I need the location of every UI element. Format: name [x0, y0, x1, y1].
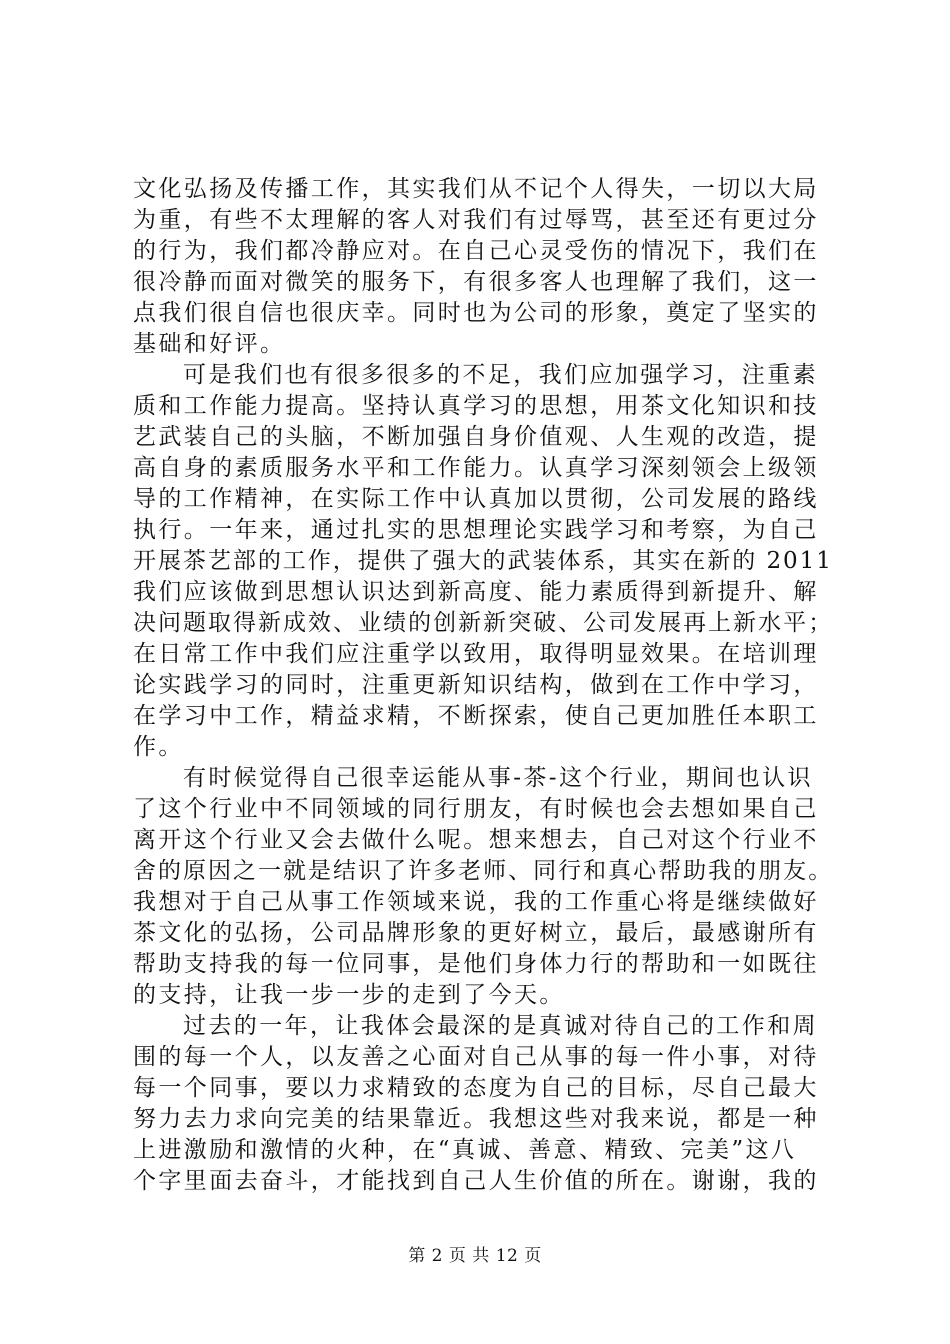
text-line: 的支持，让我一步一步的走到了今天。	[133, 982, 565, 1008]
text-line: 决问题取得新成效、业绩的创新新突破、公司发展再上新水平；	[133, 610, 834, 636]
text-line: 导的工作精神，在实际工作中认真加以贯彻，公司发展的路线	[133, 486, 819, 512]
text-line: 上进激励和激情的火种，在“真诚、善意、精致、完美”这八	[133, 1137, 797, 1163]
text-line: 点我们很自信也很庆幸。同时也为公司的形象，奠定了坚实的	[133, 300, 819, 326]
text-line: 文化弘扬及传播工作，其实我们从不记个人得失，一切以大局	[133, 176, 819, 202]
text-line: 我们应该做到思想认识达到新高度、能力素质得到新提升、解	[133, 579, 819, 605]
text-line: 的行为，我们都冷静应对。在自己心灵受伤的情况下，我们在	[133, 238, 819, 264]
text-line: 了这个行业中不同领域的同行朋友，有时候也会去想如果自己	[133, 796, 819, 822]
page-number: 第 2 页 共 12 页	[408, 1246, 542, 1266]
text-line: 在学习中工作，精益求精，不断探索，使自己更加胜任本职工	[133, 703, 819, 729]
text-line: 论实践学习的同时，注重更新知识结构，做到在工作中学习，	[133, 672, 819, 698]
document-body	[133, 174, 833, 1197]
text-line: 茶文化的弘扬，公司品牌形象的更好树立，最后，最感谢所有	[133, 920, 819, 946]
text-line: 努力去力求向完美的结果靠近。我想这些对我来说，都是一种	[133, 1106, 819, 1132]
text-line: 高自身的素质服务水平和工作能力。认真学习深刻领会上级领	[133, 455, 819, 481]
text-line: 为重，有些不太理解的客人对我们有过辱骂，甚至还有更过分	[133, 207, 819, 233]
paragraph-first-line: 有时候觉得自己很幸运能从事-茶-这个行业，期间也认识	[183, 765, 813, 791]
text-line: 在日常工作中我们应注重学以致用，取得明显效果。在培训理	[133, 641, 819, 667]
text-line: 质和工作能力提高。坚持认真学习的思想，用茶文化知识和技	[133, 393, 819, 419]
text-line: 基础和好评。	[133, 331, 286, 357]
text-line: 离开这个行业又会去做什么呢。想来想去，自己对这个行业不	[133, 827, 819, 853]
text-line: 围的每一个人，以友善之心面对自己从事的每一件小事，对待	[133, 1044, 819, 1070]
text-line: 很冷静而面对微笑的服务下，有很多客人也理解了我们，这一	[133, 269, 819, 295]
text-line: 帮助支持我的每一位同事，是他们身体力行的帮助和一如既往	[133, 951, 819, 977]
text-line: 我想对于自己从事工作领域来说，我的工作重心将是继续做好	[133, 889, 819, 915]
text-line: 每一个同事，要以力求精致的态度为自己的目标，尽自己最大	[133, 1075, 819, 1101]
text-line: 艺武装自己的头脑，不断加强自身价值观、人生观的改造，提	[133, 424, 819, 450]
paragraph-first-line: 可是我们也有很多很多的不足，我们应加强学习，注重素	[183, 362, 818, 388]
text-line: 个字里面去奋斗，才能找到自己人生价值的所在。谢谢，我的	[133, 1168, 819, 1194]
paragraph-first-line: 过去的一年，让我体会最深的是真诚对待自己的工作和周	[183, 1013, 818, 1039]
text-line: 执行。一年来，通过扎实的思想理论实践学习和考察，为自己	[133, 517, 819, 543]
page-footer	[0, 1244, 950, 1268]
text-line: 作。	[133, 734, 184, 760]
text-line: 开展茶艺部的工作，提供了强大的武装体系，其实在新的 2011	[133, 548, 833, 574]
text-line: 舍的原因之一就是结识了许多老师、同行和真心帮助我的朋友。	[133, 858, 834, 884]
